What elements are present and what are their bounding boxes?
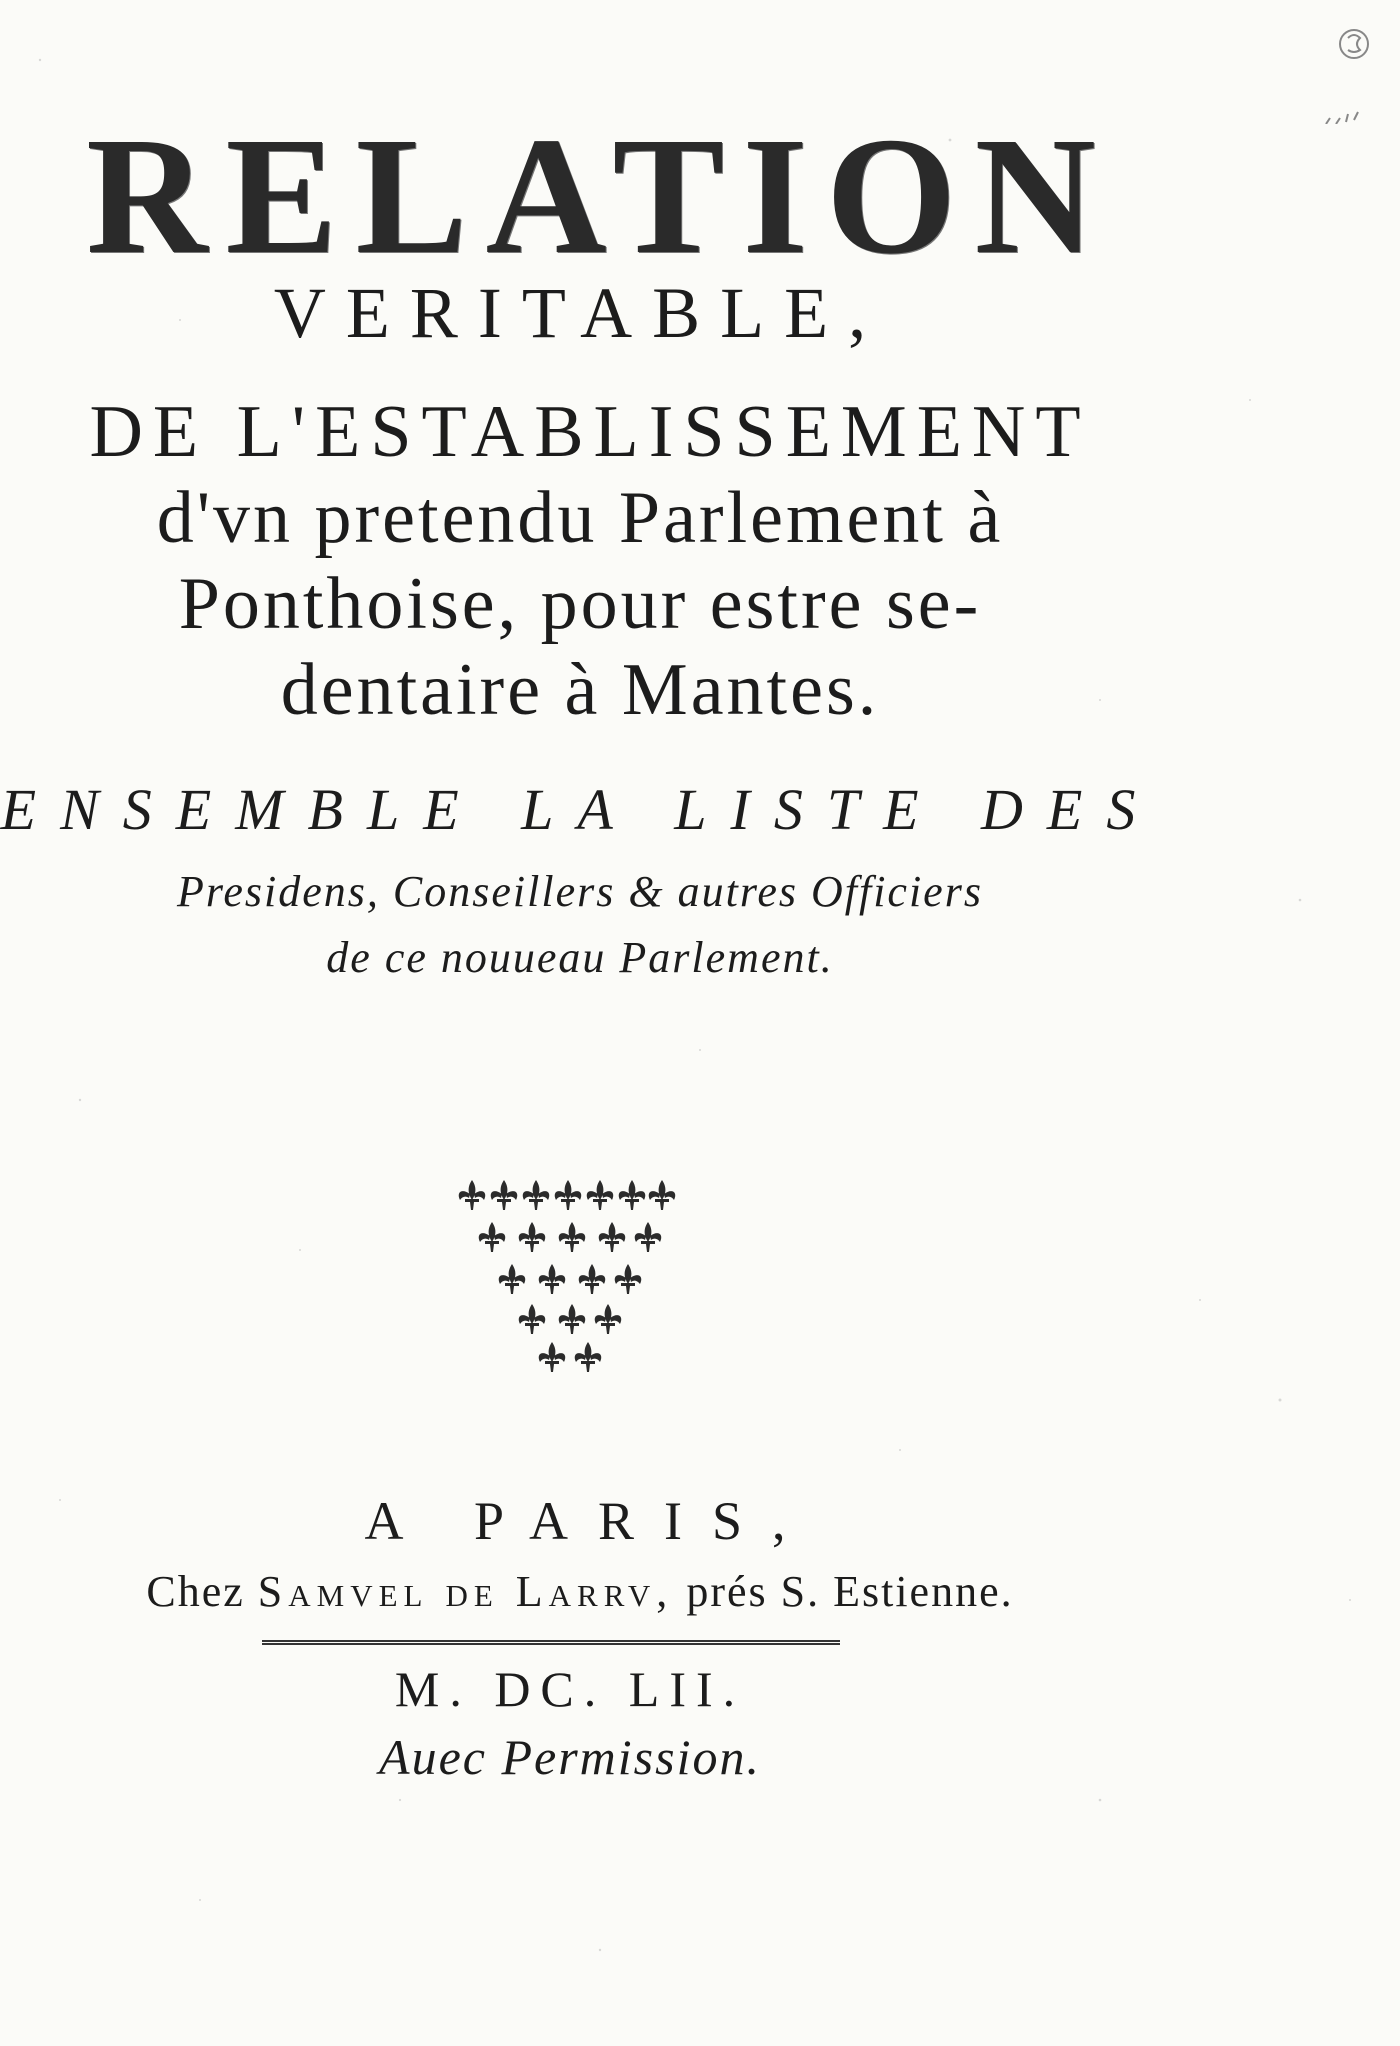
imprint-city: A PARIS, bbox=[364, 1491, 816, 1551]
fleur-de-lis-ornament-icon bbox=[452, 1172, 682, 1382]
body-line-1: d'vn pretendu Parlement à bbox=[156, 477, 1004, 559]
double-rule-divider bbox=[262, 1640, 840, 1645]
printer-name: Samvel de Larrv, bbox=[257, 1567, 674, 1616]
imprint-printer bbox=[40, 1566, 1120, 1617]
body-line-2: Ponthoise, pour estre se- bbox=[178, 563, 982, 645]
printer-prefix: Chez bbox=[146, 1567, 245, 1616]
imprint-year: M. DC. LII. bbox=[394, 1661, 746, 1717]
italic-line-2: de ce nouueau Parlement. bbox=[326, 933, 834, 982]
body-line-3: dentaire à Mantes. bbox=[280, 649, 880, 731]
ensemble-line: ENSEMBLE LA LISTE DES bbox=[0, 777, 1160, 842]
subtitle: VERITABLE, bbox=[273, 273, 887, 353]
italic-line-1: Presidens, Conseillers & autres Officiers bbox=[177, 867, 983, 916]
printer-suffix: prés S. Estienne. bbox=[686, 1567, 1014, 1616]
heading-line: DE L'ESTABLISSEMENT bbox=[89, 391, 1091, 473]
main-title: RELATION bbox=[86, 103, 1114, 289]
imprint-permission: Auec Permission. bbox=[379, 1729, 761, 1785]
library-stamp-icon bbox=[1322, 14, 1378, 124]
